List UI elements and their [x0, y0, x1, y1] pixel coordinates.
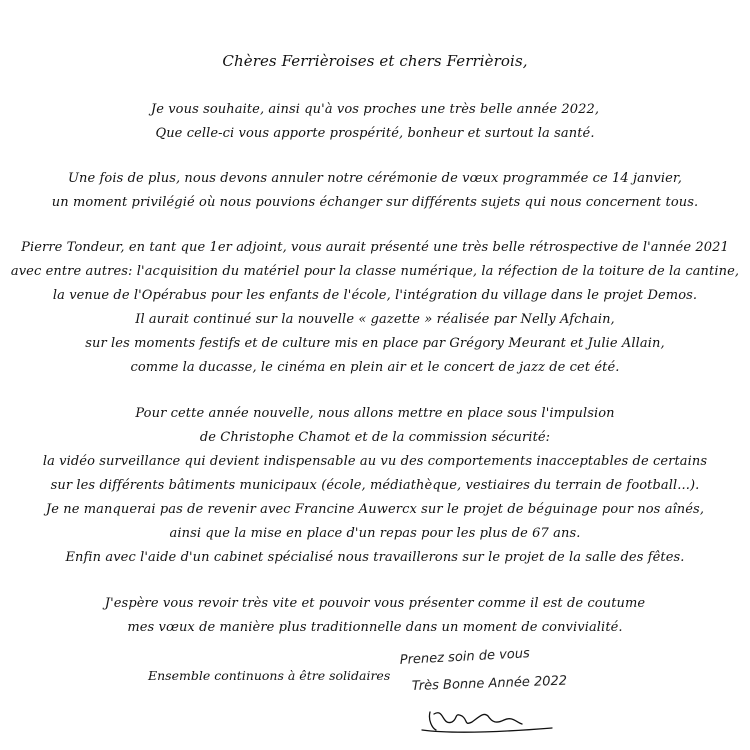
- letter-line: Je ne manquerai pas de revenir avec Francine Auwercx sur le projet de béguinage pour nos aînés,: [45, 502, 705, 517]
- letter-line: Que celle-ci vous apporte prospérité, bonheur et surtout la santé.: [155, 126, 595, 141]
- letter-line: mes vœux de manière plus traditionnelle dans un moment de convivialité.: [127, 620, 623, 635]
- letter-line: de Christophe Chamot et de la commission sécurité:: [199, 430, 551, 445]
- handwritten-note-line-2: Très Bonne Année 2022: [411, 673, 568, 694]
- letter-line: Pierre Tondeur, en tant que 1er adjoint, vous aurait présenté une très belle rétrospective de l'année 2021: [21, 240, 729, 255]
- letter-line: comme la ducasse, le cinéma en plein air et le concert de jazz de cet été.: [130, 360, 620, 375]
- letter-line: avec entre autres: l'acquisition du matériel pour la classe numérique, la réfection de la toiture de la cantine,: [10, 264, 740, 279]
- letter-line: la vidéo surveillance qui devient indispensable au vu des comportements inacceptables de certains: [42, 454, 708, 469]
- letter-line: Il aurait continué sur la nouvelle « gazette » réalisée par Nelly Afchain,: [135, 312, 615, 327]
- letter-line: ainsi que la mise en place d'un repas pour les plus de 67 ans.: [169, 526, 581, 541]
- letter-line: un moment privilégié où nous pouvions échanger sur différents sujets qui nous concernent tous.: [51, 195, 699, 210]
- letter-line: Enfin avec l'aide d'un cabinet spécialisé nous travaillerons sur le projet de la salle des fêtes.: [65, 550, 685, 565]
- handwritten-note-line-1: Prenez soin de vous: [399, 646, 531, 668]
- letter-line: Une fois de plus, nous devons annuler notre cérémonie de vœux programmée ce 14 janvier,: [67, 171, 683, 186]
- signature-scribble: [422, 712, 552, 732]
- letter-line: sur les différents bâtiments municipaux (école, médiathèque, vestiaires du terrain de football...).: [50, 478, 700, 493]
- letter-line: Je vous souhaite, ainsi qu'à vos proches une très belle année 2022,: [150, 102, 600, 117]
- letter-line: sur les moments festifs et de culture mis en place par Grégory Meurant et Julie Allain,: [85, 336, 665, 351]
- letter-line: la venue de l'Opérabus pour les enfants de l'école, l'intégration du village dans le projet Demos.: [52, 288, 698, 303]
- letter-greeting: Chères Ferrièroises et chers Ferrièrois,: [222, 52, 528, 70]
- letter-line: J'espère vous revoir très vite et pouvoir vous présenter comme il est de coutume: [104, 596, 646, 611]
- letter-line: Pour cette année nouvelle, nous allons mettre en place sous l'impulsion: [135, 406, 615, 421]
- letter-closing: Ensemble continuons à être solidaires: [148, 668, 391, 683]
- handwritten-signature: [392, 642, 652, 742]
